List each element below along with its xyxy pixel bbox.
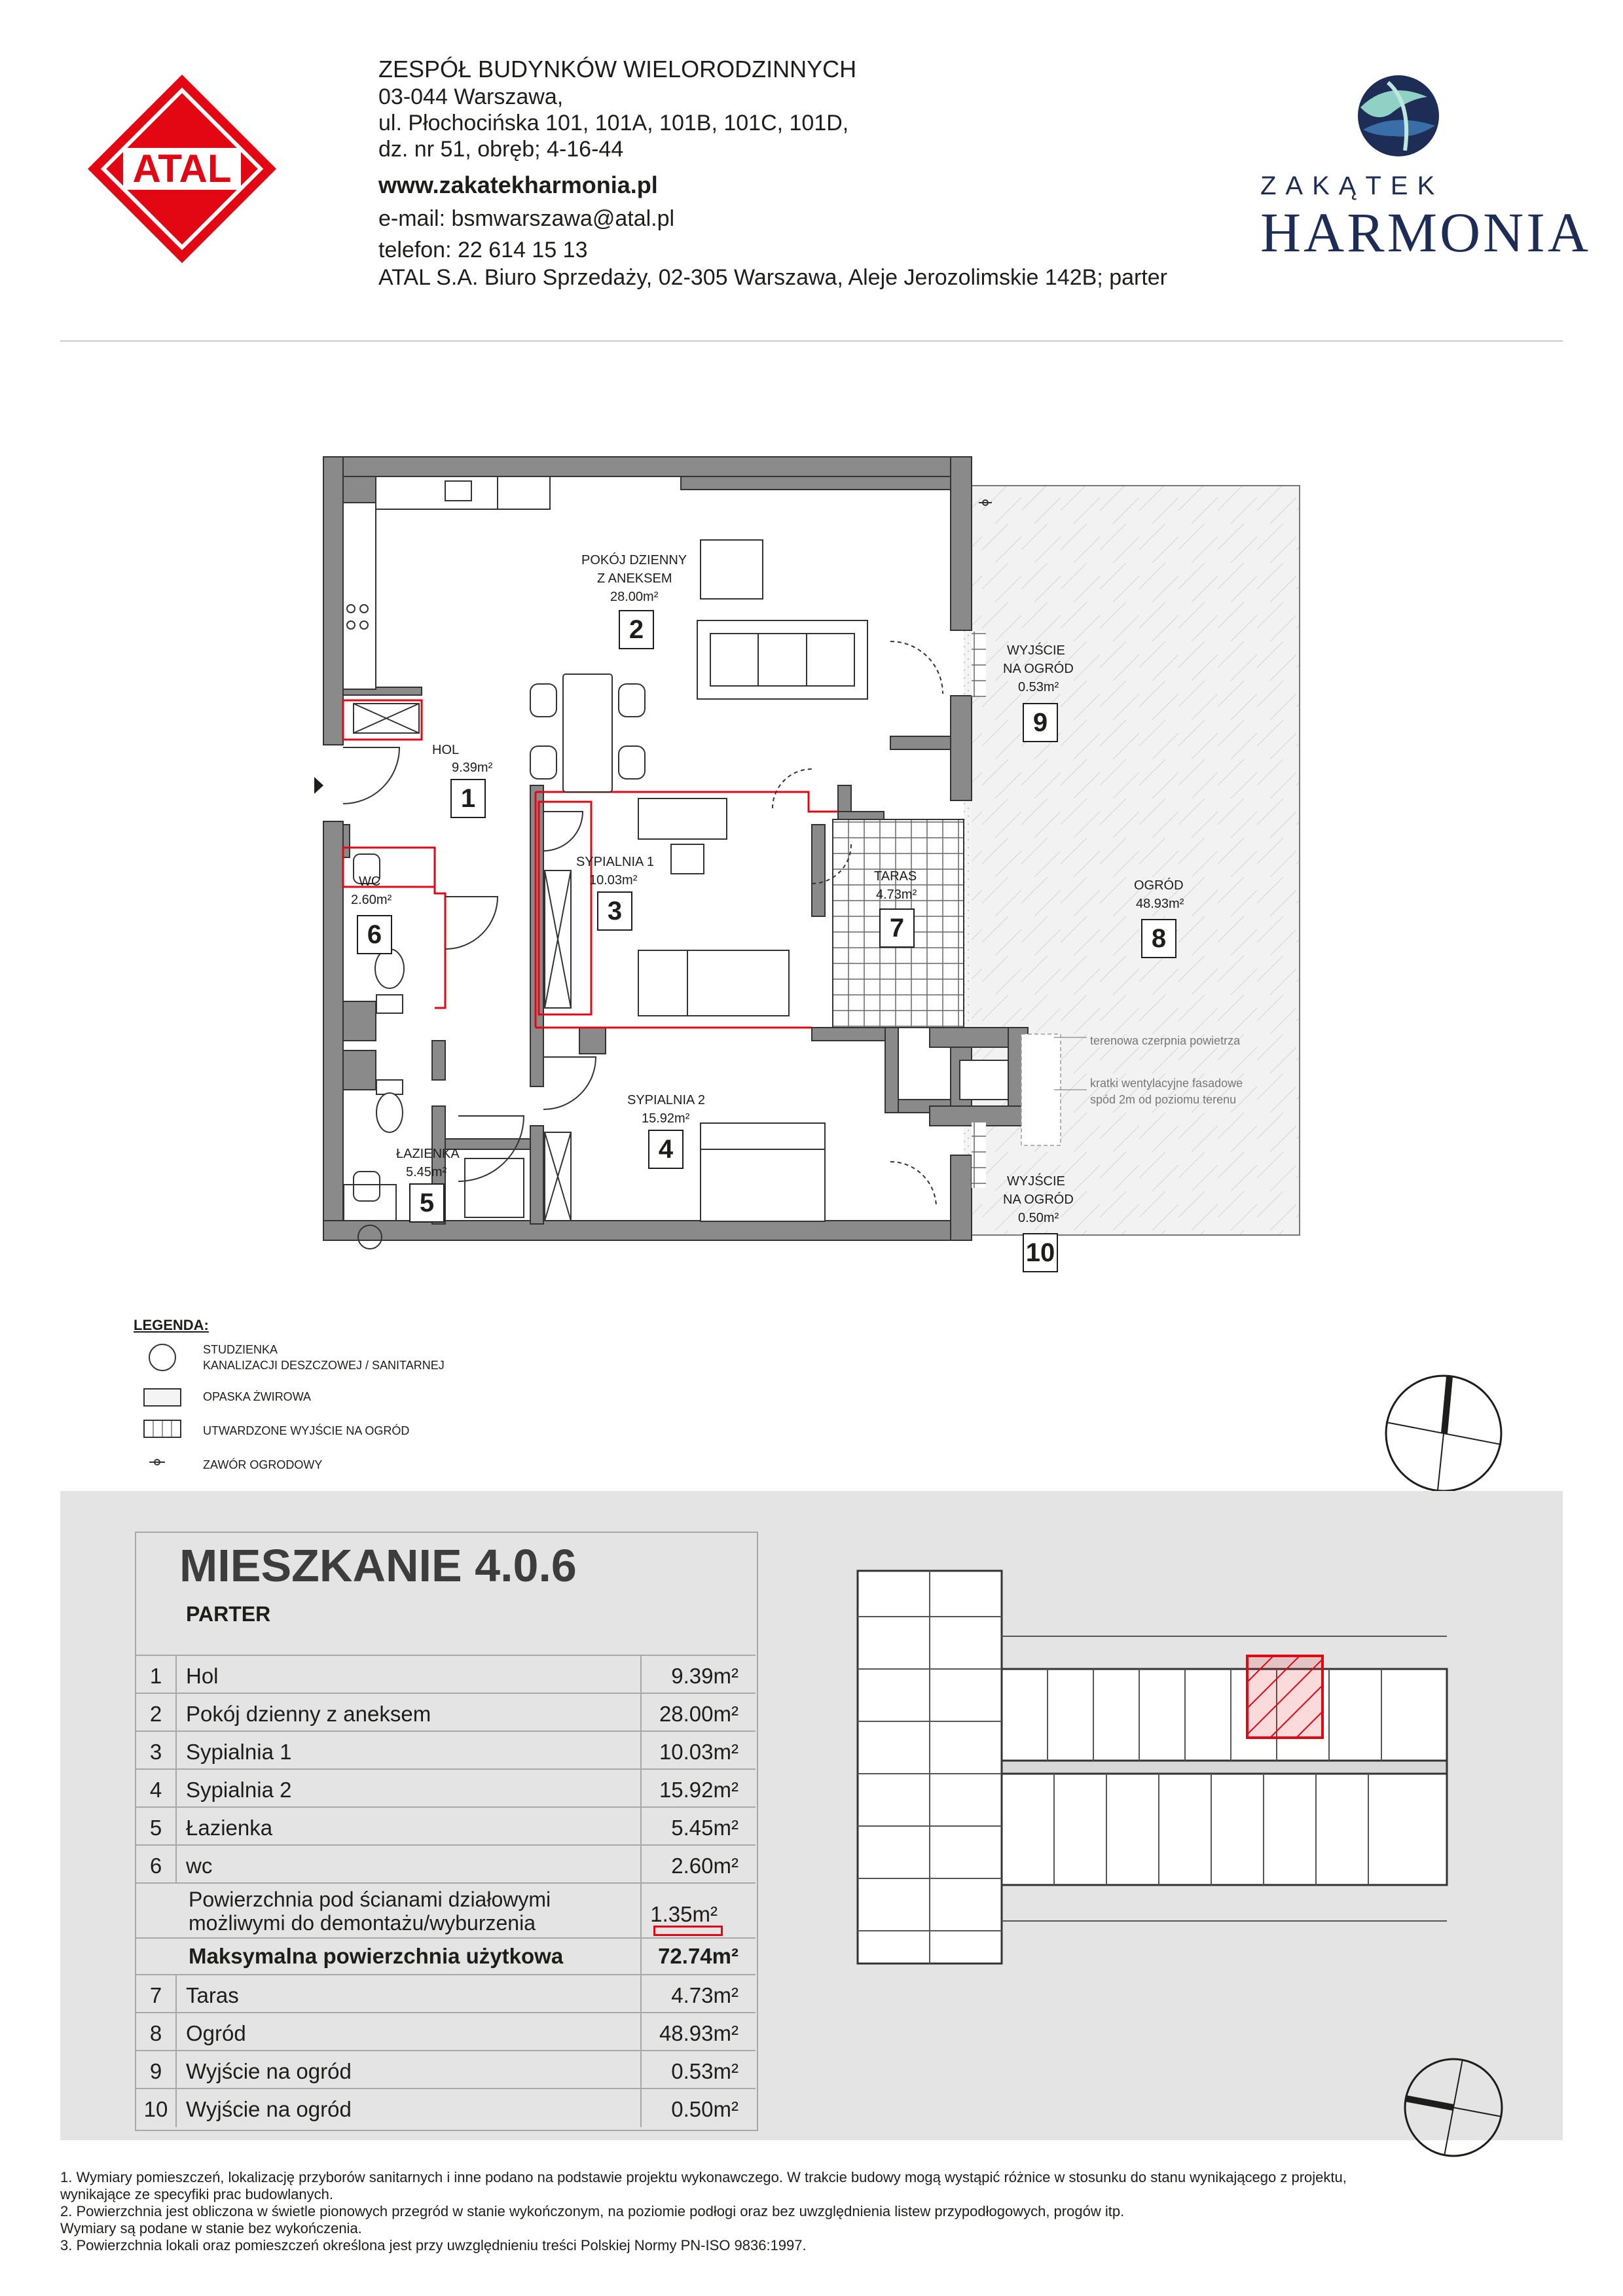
legend-item-2: OPASKA ŻWIROWA [203, 1390, 312, 1403]
max-area-value: 72.74m² [658, 1944, 739, 1968]
table-row: 8 Ogród 48.93m² [136, 2012, 756, 2051]
room-5-name: ŁAZIENKA [396, 1147, 460, 1161]
room-1-number: 1 [450, 779, 486, 818]
max-area-row [136, 1937, 756, 1974]
room-10-name: WYJŚCIE [1007, 1174, 1065, 1189]
room-10-number: 10 [1023, 1233, 1058, 1272]
header-divider [60, 340, 1563, 342]
website-link[interactable]: www.zakatekharmonia.pl [378, 171, 658, 198]
table-row: 5 Łazienka 5.45m² [136, 1806, 756, 1846]
room-3-name: SYPIALNIA 1 [576, 855, 654, 869]
table-row: 3 Sypialnia 1 10.03m² [136, 1731, 756, 1770]
footnote-1: 1. Wymiary pomieszczeń, lokalizację przyborów sanitarnych i inne podano na podstawie projektu wykonawczego. W trakcie budowy mogą wystąpić różnice w stosunku do stanu wynikającego z projektu, [60, 2169, 1347, 2185]
table-row: 10 Wyjście na ogród 0.50m² [136, 2088, 756, 2127]
room-6-area: 2.60m² [351, 893, 392, 907]
room-9-name: WYJŚCIE [1007, 643, 1065, 658]
address-line-2: ul. Płochocińska 101, 101A, 101B, 101C, 101D, [378, 111, 849, 135]
room-9-name-2: NA OGRÓD [1003, 662, 1074, 676]
floor-plan [314, 445, 1309, 1309]
project-title: ZESPÓŁ BUDYNKÓW WIELORODZINNYCH [378, 56, 857, 82]
legend-item-1: STUDZIENKA [203, 1343, 278, 1356]
footnote-1b: wynikające ze specyfiki prac budowlanych. [60, 2186, 333, 2202]
legend-symbols [143, 1343, 182, 1474]
partition-label-2: możliwymi do demontażu/wyburzenia [189, 1911, 536, 1935]
room-10-area: 0.50m² [1018, 1211, 1059, 1225]
room-9-area: 0.53m² [1018, 680, 1059, 694]
atal-logo[interactable] [84, 71, 280, 267]
room-7-number: 7 [879, 908, 915, 948]
room-10-name-2: NA OGRÓD [1003, 1193, 1074, 1207]
note-air-intake: terenowa czerpnia powietrza [1090, 1034, 1241, 1047]
table-row: 2 Pokój dzienny z aneksem 28.00m² [136, 1693, 756, 1732]
brand-small: ZAKĄTEK [1260, 171, 1444, 200]
phone-text: telefon: 22 614 15 13 [378, 238, 588, 262]
footnote-3: 3. Powierzchnia lokali oraz pomieszczeń określona jest przy uwzględnieniu treści Polskiej Normy PN-ISO 9836:1997. [60, 2237, 807, 2253]
partition-highlight-swatch [653, 1926, 723, 1936]
harmonia-logo-icon [1349, 73, 1448, 158]
legend-item-1-line2: KANALIZACJI DESZCZOWEJ / SANITARNEJ [203, 1359, 445, 1372]
room-3-number: 3 [597, 891, 632, 931]
office-text: ATAL S.A. Biuro Sprzedaży, 02-305 Warszawa, Aleje Jerozolimskie 142B; parter [378, 265, 1168, 290]
table-row: 4 Sypialnia 2 15.92m² [136, 1768, 756, 1808]
room-3-area: 10.03m² [589, 873, 638, 888]
address-line-3: dz. nr 51, obręb; 4-16-44 [378, 137, 624, 162]
legend-item-3: UTWARDZONE WYJŚCIE NA OGRÓD [203, 1424, 410, 1437]
room-2-name-2: Z ANEKSEM [597, 571, 672, 586]
room-4-area: 15.92m² [642, 1111, 690, 1126]
room-2-name: POKÓJ DZIENNY [581, 553, 687, 567]
apartment-floor: PARTER [186, 1602, 271, 1626]
atal-logo-text: ATAL [132, 147, 232, 190]
footnote-2b: Wymiary są podane w stanie bez wykończenia. [60, 2220, 362, 2236]
room-8-number: 8 [1141, 919, 1176, 958]
legend-item-4: ZAWÓR OGRODOWY [203, 1458, 323, 1471]
apartment-title: MIESZKANIE 4.0.6 [179, 1540, 577, 1591]
room-4-number: 4 [648, 1130, 684, 1169]
room-1-name: HOL [432, 743, 460, 757]
note-vent-height: spód 2m od poziomu terenu [1090, 1093, 1237, 1106]
footnote-2: 2. Powierzchnia jest obliczona w świetle pionowych przegród w stanie wykończonym, na poziomie podłogi oraz bez uwzględnienia listew przypodłogowych, progów itp. [60, 2203, 1125, 2219]
room-9-number: 9 [1023, 703, 1058, 742]
partition-value: 1.35m² [650, 1902, 718, 1926]
email-link[interactable]: e-mail: bsmwarszawa@atal.pl [378, 206, 675, 231]
room-6-number: 6 [357, 915, 392, 954]
compass-icon [1381, 1371, 1506, 1496]
address-line-1: 03-044 Warszawa, [378, 84, 564, 109]
compass-icon [1401, 2055, 1506, 2160]
table-row: 7 Taras 4.73m² [136, 1974, 756, 2013]
room-2-area: 28.00m² [610, 590, 659, 604]
room-4-name: SYPIALNIA 2 [627, 1093, 705, 1107]
room-6-name: WC [359, 874, 381, 889]
max-area-label: Maksymalna powierzchnia użytkowa [189, 1944, 564, 1968]
legend-title: LEGENDA: [134, 1317, 209, 1333]
building-key-plan [845, 1564, 1460, 1983]
partition-row [136, 1882, 756, 1939]
brand-main: HARMONIA [1260, 201, 1591, 264]
room-5-number: 5 [409, 1183, 445, 1223]
room-7-name: TARAS [874, 869, 917, 884]
table-row: 1 Hol 9.39m² [136, 1655, 756, 1694]
room-8-area: 48.93m² [1136, 897, 1184, 911]
partition-label-1: Powierzchnia pod ścianami działowymi [189, 1888, 551, 1911]
room-1-area: 9.39m² [452, 761, 493, 775]
table-row: 6 wc 2.60m² [136, 1844, 756, 1884]
note-vent-grilles: kratki wentylacyjne fasadowe [1090, 1077, 1243, 1090]
table-row: 9 Wyjście na ogród 0.53m² [136, 2050, 756, 2089]
room-2-number: 2 [619, 610, 654, 649]
room-5-area: 5.45m² [406, 1165, 447, 1179]
room-8-name: OGRÓD [1134, 878, 1184, 893]
room-7-area: 4.73m² [876, 888, 917, 902]
